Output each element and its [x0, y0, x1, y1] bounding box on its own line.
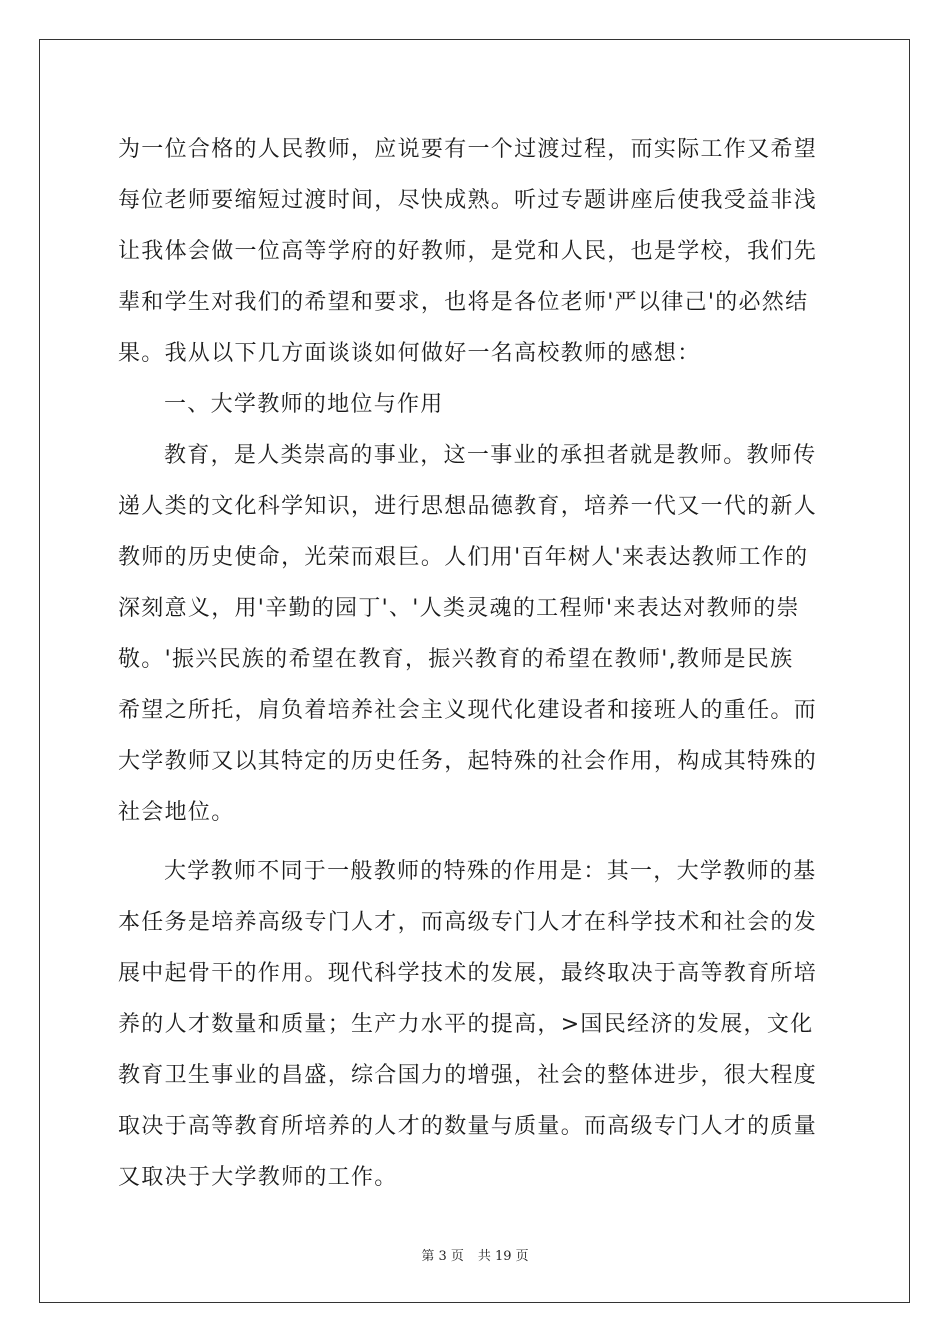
text-line: 希望之所托，肩负着培养社会主义现代化建设者和接班人的重任。而 — [118, 698, 818, 723]
page-total: 共 19 页 — [477, 1249, 529, 1264]
text-line: 深刻意义，用'辛勤的园丁'、'人类灵魂的工程师'来表达对教师的崇 — [118, 596, 800, 621]
text-line: 每位老师要缩短过渡时间，尽快成熟。听过专题讲座后使我受益非浅 — [118, 188, 818, 213]
text-line: 大学教师不同于一般教师的特殊的作用是：其一，大学教师的基 — [164, 859, 817, 884]
text-line: 又取决于大学教师的工作。 — [118, 1165, 398, 1190]
text-line: 递人类的文化科学知识，进行思想品德教育，培养一代又一代的新人 — [118, 494, 818, 519]
page-footer — [0, 1245, 950, 1264]
text-line: 辈和学生对我们的希望和要求，也将是各位老师'严以律己'的必然结 — [118, 290, 809, 315]
text-line: 本任务是培养高级专门人才，而高级专门人才在科学技术和社会的发 — [118, 910, 818, 935]
text-line: 展中起骨干的作用。现代科学技术的发展，最终取决于高等教育所培 — [118, 961, 818, 986]
text-line: 教师的历史使命，光荣而艰巨。人们用'百年树人'来表达教师工作的 — [118, 545, 809, 570]
text-line: 社会地位。 — [118, 800, 235, 825]
section-heading: 一、大学教师的地位与作用 — [164, 392, 444, 417]
text-line: 为一位合格的人民教师，应说要有一个过渡过程，而实际工作又希望 — [118, 137, 818, 162]
text-line: 教育，是人类崇高的事业，这一事业的承担者就是教师。教师传 — [164, 443, 817, 468]
text-line: 果。我从以下几方面谈谈如何做好一名高校教师的感想： — [118, 341, 701, 366]
text-line: 敬。'振兴民族的希望在教育，振兴教育的希望在教师',教师是民族 — [118, 647, 794, 672]
text-line: 大学教师又以其特定的历史任务，起特殊的社会作用，构成其特殊的 — [118, 749, 818, 774]
text-line: 养的人才数量和质量；生产力水平的提高，>国民经济的发展，文化 — [118, 1012, 814, 1037]
text-line: 教育卫生事业的昌盛，综合国力的增强，社会的整体进步，很大程度 — [118, 1063, 818, 1088]
document-body — [118, 124, 834, 1203]
text-line: 让我体会做一位高等学府的好教师，是党和人民，也是学校，我们先 — [118, 239, 818, 264]
page-number: 第 3 页 — [421, 1249, 464, 1264]
text-line: 取决于高等教育所培养的人才的数量与质量。而高级专门人才的质量 — [118, 1114, 818, 1139]
